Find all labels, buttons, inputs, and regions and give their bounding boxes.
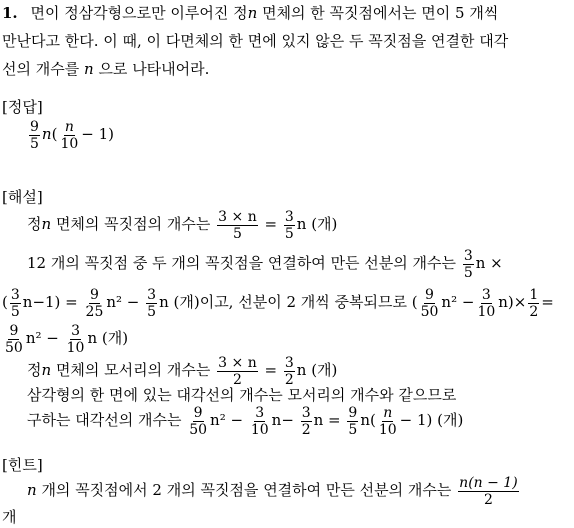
solution-line-5: 정n 면체의 모서리의 개수는 $\frac{3 \times n}{2}$ = $\frac{3}{2}$ n (개) xyxy=(27,354,338,388)
problem-text-3: 선의 개수를 xyxy=(2,60,84,78)
hint-heading: [힌트] xyxy=(2,456,43,474)
problem-line-1 xyxy=(2,4,498,22)
var-n: n xyxy=(84,60,94,78)
solution-line-3: ( $\frac{3}{5}$ n−1) = $\frac{9}{25}$ n² − $\frac{3}{5}$ n (개)이고, 선분이 2 개씩 중복되므로 ( $\frac{9}{50}$ n² − $\frac{3}{10}$ n)× $\frac{1}{2}$ = xyxy=(2,286,554,320)
problem-text-3b: 으로 나타내어라. xyxy=(93,60,210,78)
solution-line-2: 12 개의 꼭짓점 중 두 개의 꼭짓점을 연결하여 만든 선분의 개수는 $\frac{3}{5}$ n × xyxy=(27,247,503,281)
answer-heading: [정답] xyxy=(2,98,43,116)
answer-expression: $\frac{9}{5}$ n( $\frac{n}{10}$ − 1) xyxy=(30,118,115,152)
fraction: $\frac{9}{5}$ xyxy=(30,118,39,152)
problem-line-2 xyxy=(2,32,508,50)
problem-line-3 xyxy=(2,60,209,78)
solution-line-7: 구하는 대각선의 개수는 $\frac{9}{50}$ n² − $\frac{3}{10}$ n− $\frac{3}{2}$ n = $\frac{9}{5}$ n( $\frac{n}{10}$ − 1) (개) xyxy=(27,404,464,438)
hint-line-2: 개 xyxy=(2,508,17,526)
solution-heading: [해설] xyxy=(2,188,43,206)
solution-line-1: 정n 면체의 꼭짓점의 개수는 $\frac{3 \times n}{5}$ = $\frac{3}{5}$ n (개) xyxy=(27,208,338,242)
var-n: n xyxy=(247,4,258,22)
problem-text-cont: 면체의 한 꼭짓점에서는 면이 5 개씩 xyxy=(257,4,499,22)
problem-number: 1. xyxy=(2,4,18,22)
fraction: $\frac{n}{10}$ xyxy=(60,118,79,152)
problem-text-2: 만난다고 한다. 이 때, 이 다면체의 한 면에 있지 않은 두 꼭짓점을 연결한 대각 xyxy=(2,32,509,50)
hint-line-1: n 개의 꼭짓점에서 2 개의 꼭짓점을 연결하여 만든 선분의 개수는 $\frac{n(n - 1)}{2}$ xyxy=(27,474,518,508)
solution-line-6: 삼각형의 한 면에 있는 대각선의 개수는 모서리의 개수와 같으므로 xyxy=(27,386,457,404)
problem-text: 면이 정삼각형으로만 이루어진 정 xyxy=(30,4,248,22)
solution-line-4: $\frac{9}{50}$ n² − $\frac{3}{10}$ n (개) xyxy=(5,322,129,356)
